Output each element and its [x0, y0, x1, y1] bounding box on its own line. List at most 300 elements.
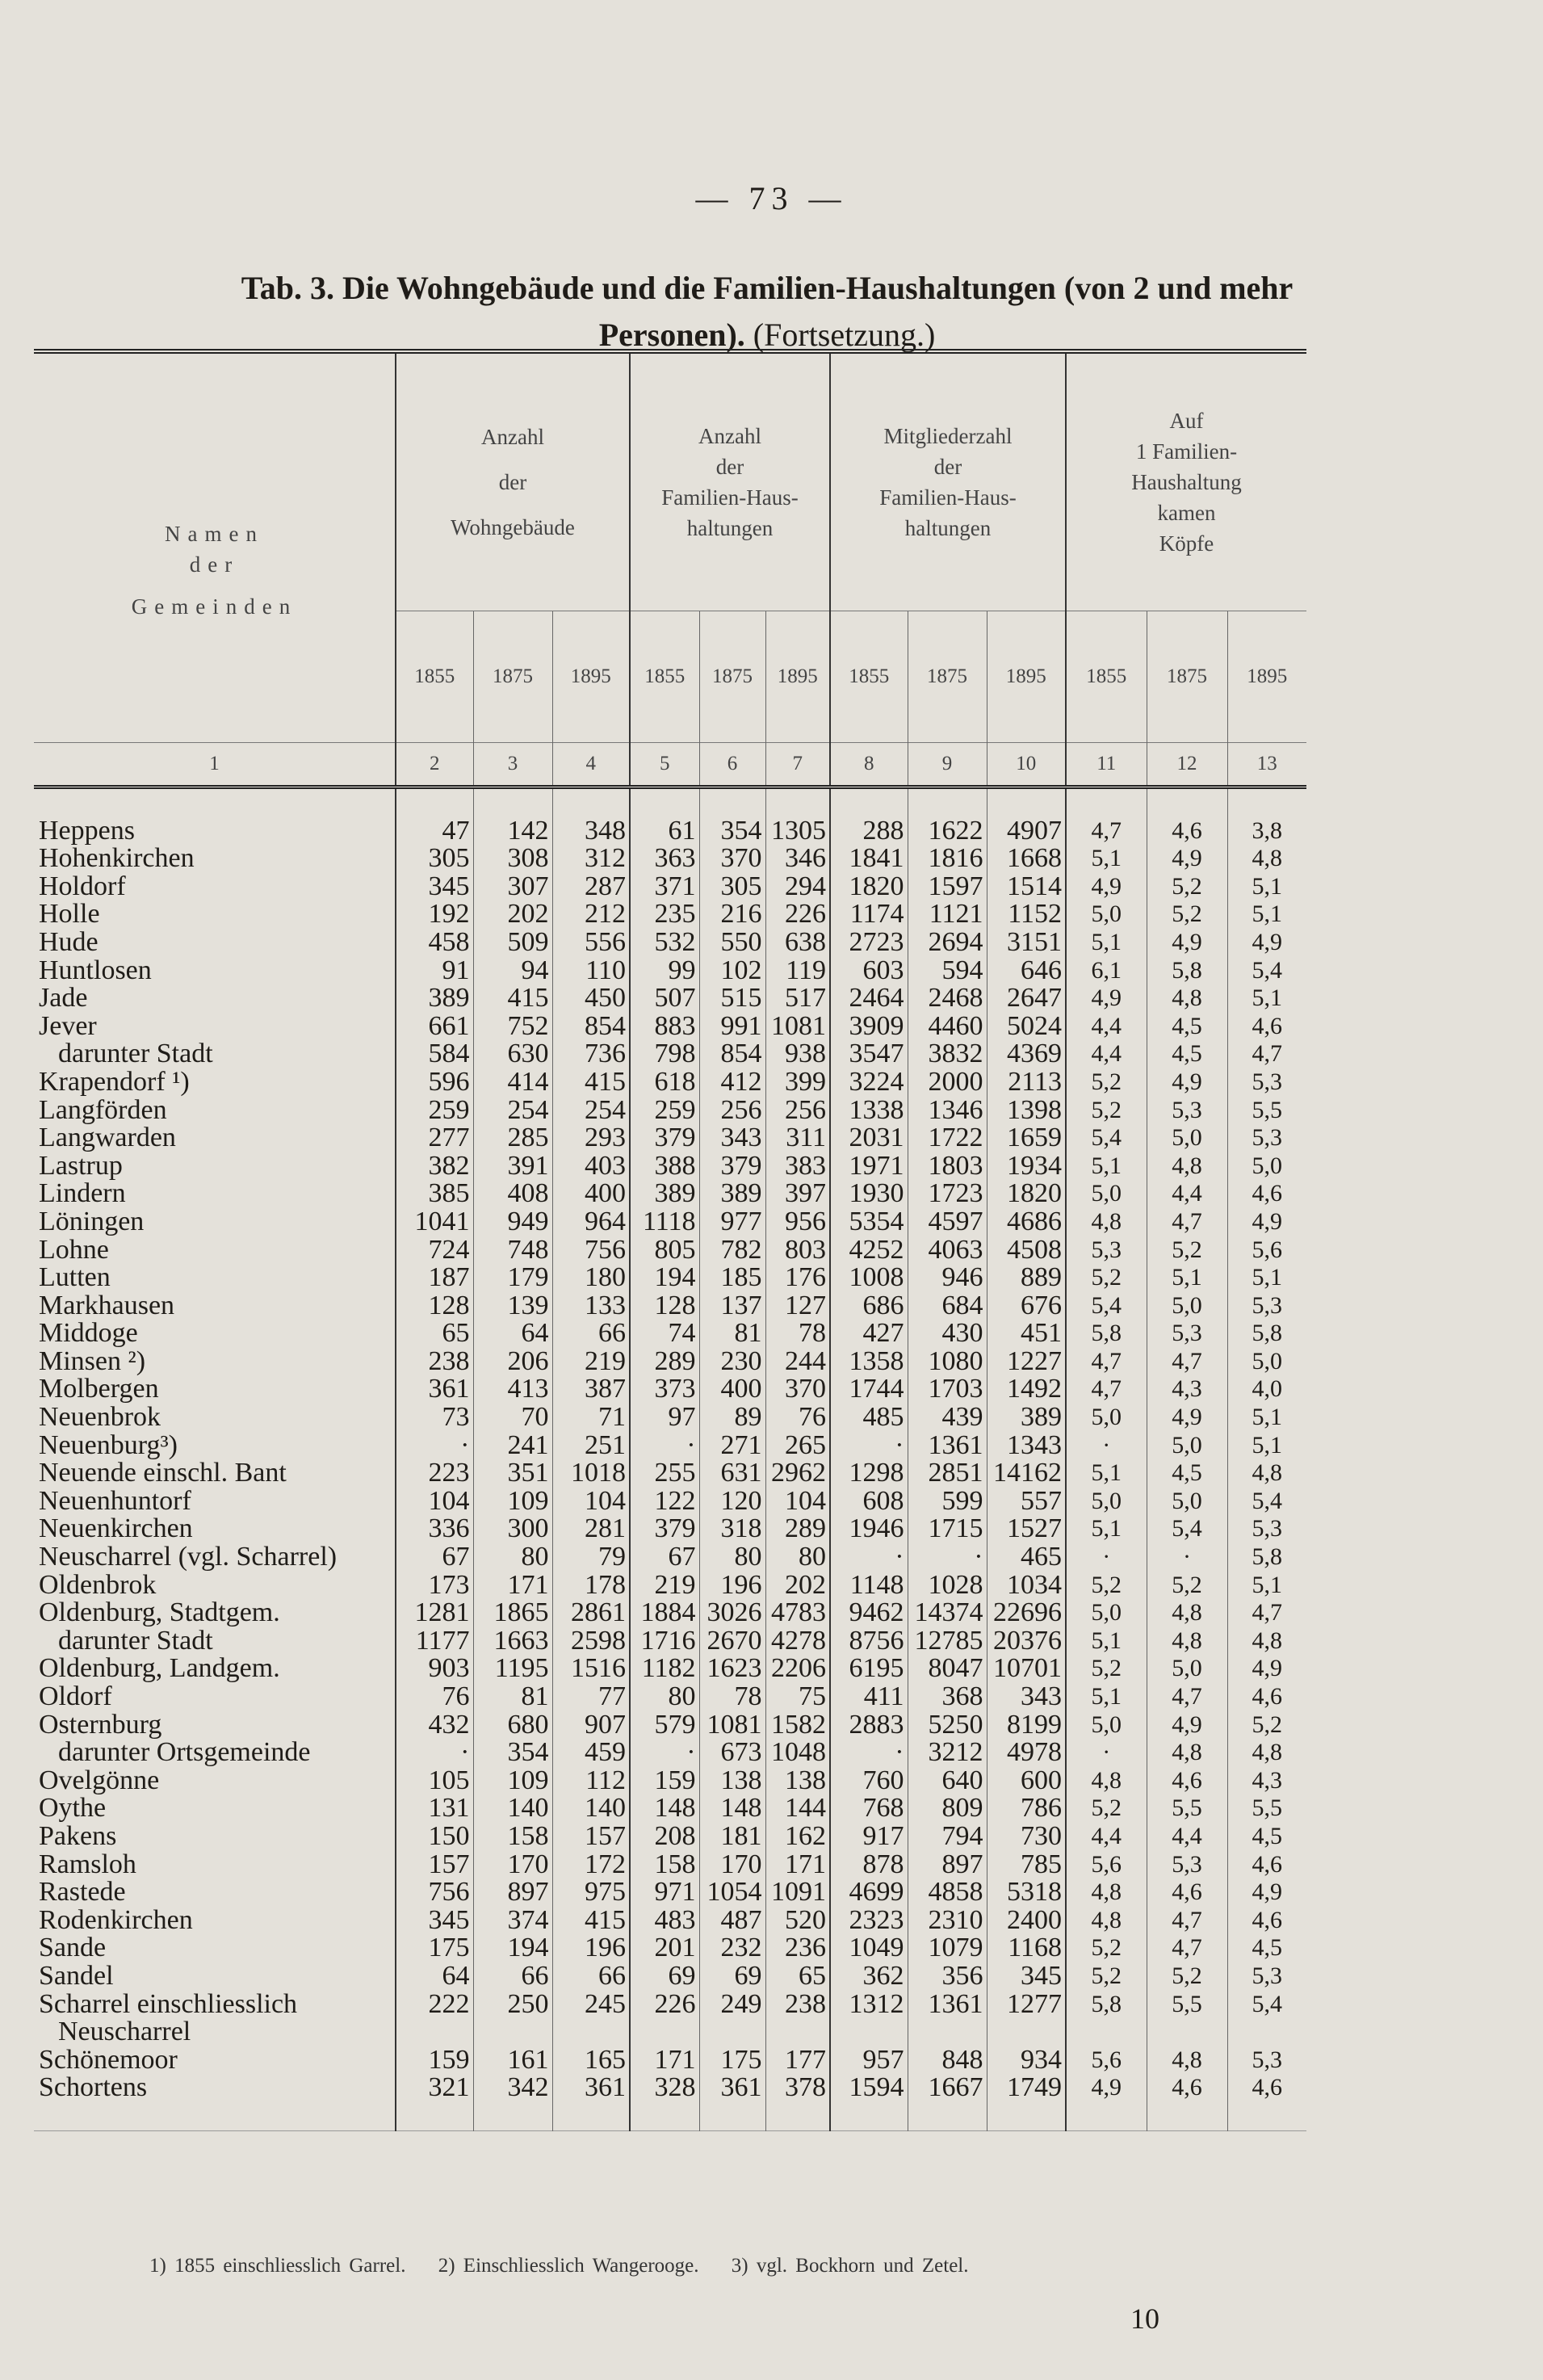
municipality-name: Ovelgönne — [39, 1765, 160, 1795]
value-cell: 66 — [552, 1962, 630, 1991]
municipality-name: Middoge — [39, 1318, 138, 1349]
value-cell: 158 — [473, 1823, 552, 1851]
value-cell: 343 — [699, 1124, 765, 1152]
value-cell: 171 — [765, 1851, 830, 1879]
table-row — [34, 1572, 1306, 1600]
value-cell — [908, 2018, 987, 2046]
municipality-name: Neuenkirchen — [39, 1513, 193, 1544]
value-cell: 81 — [473, 1683, 552, 1711]
value-cell: 78 — [765, 1320, 830, 1348]
value-cell: 532 — [630, 929, 699, 957]
value-cell: 1174 — [830, 900, 908, 929]
value-cell: 305 — [396, 845, 473, 873]
table-row — [34, 1404, 1306, 1432]
value-cell: 73 — [396, 1404, 473, 1432]
value-cell: 104 — [765, 1488, 830, 1516]
value-cell: 389 — [699, 1180, 765, 1208]
value-cell: 2400 — [987, 1907, 1066, 1935]
value-cell: 4,6 — [1227, 1683, 1306, 1711]
value-cell: 1597 — [908, 873, 987, 901]
value-cell: 646 — [987, 957, 1066, 985]
value-cell: 1820 — [830, 873, 908, 901]
value-cell: 336 — [396, 1515, 473, 1543]
value-cell: 2310 — [908, 1907, 987, 1935]
value-cell — [630, 2018, 699, 2046]
value-cell: 80 — [473, 1543, 552, 1572]
value-cell: 485 — [830, 1404, 908, 1432]
value-cell: 1659 — [987, 1124, 1066, 1152]
column-number: 1 — [34, 743, 396, 787]
value-cell: 5,1 — [1147, 1264, 1227, 1292]
value-cell: 5,0 — [1147, 1124, 1227, 1152]
value-cell: 373 — [630, 1375, 699, 1404]
value-cell: 202 — [765, 1572, 830, 1600]
value-cell: 2851 — [908, 1459, 987, 1488]
value-cell: 8199 — [987, 1711, 1066, 1740]
value-cell: 4,7 — [1147, 1934, 1227, 1962]
value-cell: 4,8 — [1066, 1907, 1147, 1935]
value-cell: 1277 — [987, 1991, 1066, 2019]
value-cell: 603 — [830, 957, 908, 985]
value-cell: 5,5 — [1147, 1794, 1227, 1823]
value-cell: 354 — [699, 817, 765, 846]
value-cell: 957 — [830, 2046, 908, 2075]
value-cell: 4063 — [908, 1236, 987, 1265]
value-cell: 105 — [396, 1767, 473, 1795]
value-cell: 1079 — [908, 1934, 987, 1962]
value-cell: 4,9 — [1227, 929, 1306, 957]
value-cell: 97 — [630, 1404, 699, 1432]
value-cell: 65 — [765, 1962, 830, 1991]
value-cell: 307 — [473, 873, 552, 901]
value-cell: 4,8 — [1066, 1767, 1147, 1795]
value-cell: 1227 — [987, 1348, 1066, 1376]
value-cell: 76 — [765, 1404, 830, 1432]
value-cell: 451 — [987, 1320, 1066, 1348]
value-cell: 4,9 — [1066, 873, 1147, 901]
value-cell: 5,0 — [1147, 1488, 1227, 1516]
value-cell: 883 — [630, 1013, 699, 1041]
value-cell: 47 — [396, 817, 473, 846]
value-cell: 809 — [908, 1794, 987, 1823]
municipality-name: Rodenkirchen — [39, 1904, 193, 1935]
value-cell: 158 — [630, 1851, 699, 1879]
value-cell: 1054 — [699, 1878, 765, 1907]
value-cell: 140 — [473, 1794, 552, 1823]
table-row — [34, 1180, 1306, 1208]
value-cell: 144 — [765, 1794, 830, 1823]
value-cell: 202 — [473, 900, 552, 929]
spacer-row — [34, 787, 1306, 817]
value-cell: 483 — [630, 1907, 699, 1935]
value-cell: 5,0 — [1066, 1180, 1147, 1208]
value-cell: 285 — [473, 1124, 552, 1152]
value-cell: 361 — [396, 1375, 473, 1404]
value-cell: 5,0 — [1066, 900, 1147, 929]
value-cell: 5,3 — [1227, 1068, 1306, 1097]
value-cell: 5,3 — [1147, 1320, 1227, 1348]
value-cell: 157 — [396, 1851, 473, 1879]
value-cell: 351 — [473, 1459, 552, 1488]
value-cell: 289 — [630, 1348, 699, 1376]
table-row — [34, 900, 1306, 929]
value-cell: 1716 — [630, 1627, 699, 1656]
value-cell: 1281 — [396, 1599, 473, 1627]
value-cell: 1361 — [908, 1991, 987, 2019]
value-cell: 2883 — [830, 1711, 908, 1740]
value-cell: 5,8 — [1227, 1320, 1306, 1348]
value-cell: 1182 — [630, 1655, 699, 1683]
value-cell: 8756 — [830, 1627, 908, 1656]
value-cell: 4,3 — [1147, 1375, 1227, 1404]
value-cell: 91 — [396, 957, 473, 985]
value-cell: 1195 — [473, 1655, 552, 1683]
value-cell: 142 — [473, 817, 552, 846]
value-cell: 3,8 — [1227, 817, 1306, 846]
value-cell: 5024 — [987, 1013, 1066, 1041]
value-cell: 133 — [552, 1292, 630, 1320]
value-cell: 1971 — [830, 1152, 908, 1181]
value-cell: 5,5 — [1147, 1991, 1227, 2019]
value-cell: 256 — [765, 1097, 830, 1125]
value-cell: 388 — [630, 1152, 699, 1181]
table-row — [34, 1375, 1306, 1404]
value-cell: 5,2 — [1147, 1962, 1227, 1991]
value-cell: 348 — [552, 817, 630, 846]
table-row — [34, 1683, 1306, 1711]
value-cell: 1148 — [830, 1572, 908, 1600]
value-cell — [987, 2018, 1066, 2046]
municipality-name: Lastrup — [39, 1150, 123, 1181]
value-cell: 5,3 — [1227, 2046, 1306, 2075]
value-cell: 4508 — [987, 1236, 1066, 1265]
value-cell: 150 — [396, 1823, 473, 1851]
table-title — [170, 265, 1365, 359]
value-cell: 271 — [699, 1432, 765, 1460]
value-cell: 71 — [552, 1404, 630, 1432]
value-cell: 1722 — [908, 1124, 987, 1152]
value-cell: 170 — [699, 1851, 765, 1879]
value-cell: 345 — [396, 1907, 473, 1935]
value-cell: 907 — [552, 1711, 630, 1740]
municipality-name: Oythe — [39, 1793, 107, 1824]
value-cell: · — [630, 1739, 699, 1767]
value-cell: 5,0 — [1227, 1152, 1306, 1181]
value-cell: 379 — [630, 1515, 699, 1543]
value-cell: 991 — [699, 1013, 765, 1041]
table-row — [34, 1208, 1306, 1236]
value-cell: 4,7 — [1066, 817, 1147, 846]
value-cell: 249 — [699, 1991, 765, 2019]
value-cell: 165 — [552, 2046, 630, 2075]
table-row — [34, 2046, 1306, 2075]
value-cell: 4,6 — [1227, 1013, 1306, 1041]
value-cell: 509 — [473, 929, 552, 957]
header-names-line-1: Namen — [165, 521, 264, 546]
table-row — [34, 817, 1306, 846]
value-cell: 4,9 — [1227, 1208, 1306, 1236]
value-cell: 949 — [473, 1208, 552, 1236]
municipality-name: Sande — [39, 1933, 107, 1963]
value-cell: 854 — [699, 1040, 765, 1068]
value-cell: 5,3 — [1227, 1292, 1306, 1320]
value-cell: 379 — [699, 1152, 765, 1181]
value-cell: 427 — [830, 1320, 908, 1348]
value-cell: 5,3 — [1227, 1962, 1306, 1991]
value-cell: 748 — [473, 1236, 552, 1265]
municipality-name: Neuenburg³) — [39, 1429, 178, 1460]
value-cell: 176 — [765, 1264, 830, 1292]
value-cell: 109 — [473, 1488, 552, 1516]
municipality-name: Neuenbrok — [39, 1402, 161, 1433]
value-cell: 4,4 — [1066, 1040, 1147, 1068]
value-cell: 400 — [699, 1375, 765, 1404]
column-number: 12 — [1147, 743, 1227, 787]
municipality-name: Holdorf — [39, 871, 126, 901]
value-cell: · — [1066, 1543, 1147, 1572]
value-cell: 786 — [987, 1794, 1066, 1823]
value-cell: 1008 — [830, 1264, 908, 1292]
value-cell: 5,4 — [1066, 1292, 1147, 1320]
value-cell: 5,4 — [1227, 1488, 1306, 1516]
municipality-name: Neuscharrel — [58, 2017, 191, 2047]
value-cell: 803 — [765, 1236, 830, 1265]
value-cell: 5,2 — [1227, 1711, 1306, 1740]
value-cell: 256 — [699, 1097, 765, 1125]
value-cell: 2694 — [908, 929, 987, 957]
value-cell: 1358 — [830, 1348, 908, 1376]
value-cell: 676 — [987, 1292, 1066, 1320]
footnotes — [149, 2255, 1199, 2277]
value-cell: 1152 — [987, 900, 1066, 929]
value-cell: 1703 — [908, 1375, 987, 1404]
value-cell: 1623 — [699, 1655, 765, 1683]
value-cell: 4,5 — [1227, 1823, 1306, 1851]
value-cell: 550 — [699, 929, 765, 957]
value-cell: 1305 — [765, 817, 830, 846]
value-cell: 236 — [765, 1934, 830, 1962]
value-cell: 1884 — [630, 1599, 699, 1627]
value-cell — [396, 2018, 473, 2046]
municipality-name: Lindern — [39, 1178, 126, 1209]
value-cell: 173 — [396, 1572, 473, 1600]
value-cell: 596 — [396, 1068, 473, 1097]
value-cell: 1312 — [830, 1991, 908, 2019]
value-cell: 1048 — [765, 1739, 830, 1767]
value-cell: 362 — [830, 1962, 908, 1991]
value-cell: 5,5 — [1227, 1794, 1306, 1823]
table-row — [34, 1432, 1306, 1460]
value-cell: 768 — [830, 1794, 908, 1823]
value-cell: 238 — [396, 1348, 473, 1376]
value-cell: 250 — [473, 1991, 552, 2019]
value-cell: 4,8 — [1227, 1627, 1306, 1656]
value-cell: 4,8 — [1147, 1599, 1227, 1627]
municipality-name: Langwarden — [39, 1123, 176, 1153]
value-cell: 1946 — [830, 1515, 908, 1543]
municipality-name: Neuenhuntorf — [39, 1485, 191, 1516]
value-cell: 5,1 — [1227, 1264, 1306, 1292]
value-cell: 4,0 — [1227, 1375, 1306, 1404]
value-cell: 2113 — [987, 1068, 1066, 1097]
value-cell: 5,2 — [1066, 1934, 1147, 1962]
year-cell: 1895 — [765, 611, 830, 743]
value-cell: 294 — [765, 873, 830, 901]
column-number: 3 — [473, 743, 552, 787]
column-number: 9 — [908, 743, 987, 787]
value-cell: 66 — [552, 1320, 630, 1348]
value-cell: 1865 — [473, 1599, 552, 1627]
value-cell: 630 — [473, 1040, 552, 1068]
table-row — [34, 1823, 1306, 1851]
value-cell: 5,3 — [1227, 1515, 1306, 1543]
value-cell: 4,7 — [1066, 1375, 1147, 1404]
table-row — [34, 1097, 1306, 1125]
value-cell: 10701 — [987, 1655, 1066, 1683]
value-cell: 110 — [552, 957, 630, 985]
municipality-name: Neuscharrel (vgl. Scharrel) — [39, 1542, 338, 1572]
value-cell: 159 — [630, 1767, 699, 1795]
value-cell: 20376 — [987, 1627, 1066, 1656]
column-number: 6 — [699, 743, 765, 787]
value-cell: 938 — [765, 1040, 830, 1068]
value-cell: 289 — [765, 1515, 830, 1543]
municipality-name: darunter Ortsgemeinde — [58, 1737, 311, 1768]
value-cell: 1298 — [830, 1459, 908, 1488]
value-cell: 342 — [473, 2074, 552, 2102]
table-row — [34, 1040, 1306, 1068]
value-cell: 345 — [396, 873, 473, 901]
value-cell: 201 — [630, 1934, 699, 1962]
value-cell: 4,7 — [1147, 1348, 1227, 1376]
value-cell: 1744 — [830, 1375, 908, 1404]
value-cell: 178 — [552, 1572, 630, 1600]
value-cell: 415 — [552, 1068, 630, 1097]
table-row — [34, 873, 1306, 901]
value-cell: 346 — [765, 845, 830, 873]
value-cell: 80 — [630, 1683, 699, 1711]
value-cell: 5,3 — [1147, 1851, 1227, 1879]
value-cell: 1516 — [552, 1655, 630, 1683]
value-cell: 9462 — [830, 1599, 908, 1627]
value-cell: 4,8 — [1147, 1739, 1227, 1767]
value-cell: 5,4 — [1066, 1124, 1147, 1152]
year-cell: 1895 — [1227, 611, 1306, 743]
value-cell: 206 — [473, 1348, 552, 1376]
value-cell: 4,7 — [1147, 1683, 1227, 1711]
value-cell: 631 — [699, 1459, 765, 1488]
year-cell: 1875 — [699, 611, 765, 743]
value-cell: 459 — [552, 1739, 630, 1767]
value-cell: 848 — [908, 2046, 987, 2075]
value-cell: 99 — [630, 957, 699, 985]
table-row — [34, 929, 1306, 957]
value-cell: 4,7 — [1147, 1907, 1227, 1935]
value-cell — [473, 2018, 552, 2046]
table-row — [34, 1348, 1306, 1376]
value-cell: 131 — [396, 1794, 473, 1823]
value-cell: 311 — [765, 1124, 830, 1152]
value-cell: 5,4 — [1227, 1991, 1306, 2019]
value-cell: 5,2 — [1147, 1236, 1227, 1265]
value-cell: 5,1 — [1227, 1572, 1306, 1600]
value-cell: 109 — [473, 1767, 552, 1795]
value-cell: 4,8 — [1227, 1459, 1306, 1488]
value-cell: 399 — [765, 1068, 830, 1097]
value-cell: 67 — [396, 1543, 473, 1572]
municipality-name: Ramsloh — [39, 1849, 136, 1879]
value-cell: 80 — [699, 1543, 765, 1572]
table-row — [34, 1962, 1306, 1991]
value-cell: 4,9 — [1227, 1655, 1306, 1683]
value-cell: 1723 — [908, 1180, 987, 1208]
value-cell: 5,8 — [1066, 1320, 1147, 1348]
header-group-haushaltungen: Anzahl der Familien-Haus- haltungen — [630, 351, 830, 611]
value-cell: 387 — [552, 1375, 630, 1404]
municipality-name: Jever — [39, 1010, 97, 1041]
value-cell: 408 — [473, 1180, 552, 1208]
year-cell: 1855 — [630, 611, 699, 743]
table-row — [34, 1907, 1306, 1935]
value-cell: 74 — [630, 1320, 699, 1348]
value-cell: 5,5 — [1227, 1097, 1306, 1125]
value-cell: 138 — [765, 1767, 830, 1795]
page-number: — 73 — — [695, 180, 848, 216]
value-cell: 192 — [396, 900, 473, 929]
value-cell: 104 — [396, 1488, 473, 1516]
value-cell: 897 — [908, 1851, 987, 1879]
value-cell: 5,1 — [1066, 929, 1147, 957]
municipality-name: Jade — [39, 983, 88, 1014]
municipality-name: Lohne — [39, 1234, 109, 1265]
municipality-name: Sandel — [39, 1960, 114, 1991]
value-cell: 5,1 — [1227, 984, 1306, 1013]
value-cell: 785 — [987, 1851, 1066, 1879]
table-row — [34, 2018, 1306, 2046]
value-cell: 78 — [699, 1683, 765, 1711]
value-cell: 946 — [908, 1264, 987, 1292]
value-cell: 5,3 — [1227, 1124, 1306, 1152]
value-cell: 4,6 — [1147, 1878, 1227, 1907]
value-cell: 579 — [630, 1711, 699, 1740]
value-cell: 5,4 — [1147, 1515, 1227, 1543]
value-cell: 1118 — [630, 1208, 699, 1236]
value-cell: 5,8 — [1227, 1543, 1306, 1572]
value-cell: 3909 — [830, 1013, 908, 1041]
value-cell: 112 — [552, 1767, 630, 1795]
value-cell: 640 — [908, 1767, 987, 1795]
value-cell: 2723 — [830, 929, 908, 957]
value-cell: 5,8 — [1147, 957, 1227, 985]
value-cell: 1177 — [396, 1627, 473, 1656]
value-cell — [830, 2018, 908, 2046]
value-cell: 162 — [765, 1823, 830, 1851]
value-cell: 8047 — [908, 1655, 987, 1683]
value-cell: 5,2 — [1066, 1097, 1147, 1125]
value-cell: · — [396, 1432, 473, 1460]
value-cell: 254 — [473, 1097, 552, 1125]
table-row — [34, 1264, 1306, 1292]
column-number: 8 — [830, 743, 908, 787]
value-cell: 2206 — [765, 1655, 830, 1683]
value-cell: 4,5 — [1227, 1934, 1306, 1962]
value-cell: 232 — [699, 1934, 765, 1962]
value-cell: 977 — [699, 1208, 765, 1236]
municipality-name: Oldenbrok — [39, 1569, 157, 1600]
value-cell: 897 — [473, 1878, 552, 1907]
value-cell: 2861 — [552, 1599, 630, 1627]
table-row — [34, 1543, 1306, 1572]
